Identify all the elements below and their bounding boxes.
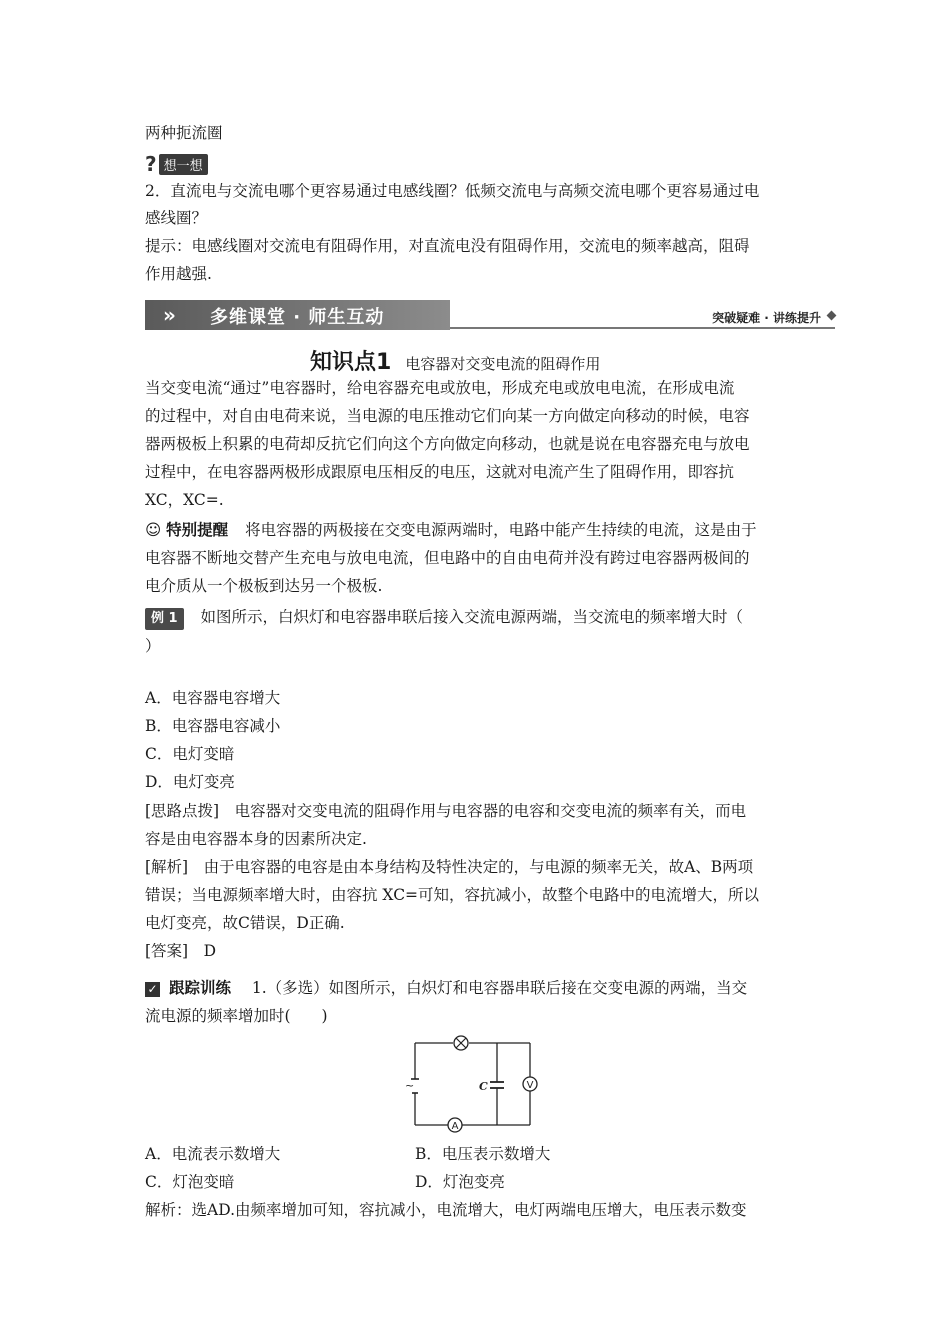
answer-line: [答案] D	[145, 942, 217, 960]
option-a: A．电容器电容增大	[145, 689, 281, 707]
banner-title: 多维课堂 · 师生互动	[210, 307, 385, 328]
analysis-line: 错误；当电源频率增大时，由容抗 XC=可知，容抗减小，故整个电路中的电流增大，所以	[145, 886, 760, 904]
training-label: 跟踪训练	[168, 979, 231, 997]
knowledge-point-number: 知识点1	[310, 350, 392, 375]
question-icon: ?	[145, 152, 157, 176]
circuit-diagram	[405, 1035, 545, 1135]
question-line: 感线圈？	[145, 209, 208, 227]
double-chevron-icon: »	[163, 303, 176, 327]
train-option-c: C．灯泡变暗	[145, 1173, 235, 1191]
example-line: ）	[145, 637, 161, 655]
smiley-icon: ☺	[145, 521, 162, 539]
train-option-d: D．灯泡变亮	[415, 1173, 505, 1191]
text-line: 两种扼流圈	[145, 124, 223, 142]
tip-text: 将电容器的两极接在交变电源两端时，电路中能产生持续的电流，这是由于	[245, 521, 757, 539]
approach-line: [思路点拨] 电容器对交变电流的阻碍作用与电容器的电容和交变电流的频率有关，而电	[145, 802, 747, 820]
tip-label: 特别提醒	[166, 521, 229, 539]
tip-line	[145, 519, 757, 541]
ammeter-label: A	[451, 1121, 459, 1132]
train-analysis-line: 解析：选AD.由频率增加可知，容抗减小，电流增大，电灯两端电压增大，电压表示数变	[145, 1201, 747, 1219]
think-label: 想一想	[159, 154, 208, 175]
ac-source-label: ~	[405, 1079, 415, 1092]
training-text: 1.（多选）如图所示，白炽灯和电容器串联后接在交变电源的两端，当交	[251, 979, 748, 997]
paragraph-line: XC，XC=.	[145, 491, 224, 509]
analysis-line: 电灯变亮，故C错误，D正确.	[145, 914, 345, 932]
example-text: 如图所示，白炽灯和电容器串联后接入交流电源两端，当交流电的频率增大时（	[200, 608, 744, 626]
capacitor-label: C	[479, 1080, 488, 1093]
tip-line: 电介质从一个极板到达另一个极板.	[145, 577, 383, 595]
voltmeter-label: V	[526, 1080, 534, 1091]
banner-divider	[450, 327, 835, 329]
option-c: C．电灯变暗	[145, 745, 235, 763]
section-banner	[145, 300, 835, 330]
think-badge	[145, 152, 208, 176]
banner-subtitle: 突破疑难 · 讲练提升	[712, 311, 821, 325]
hint-line: 提示：电感线圈对交流电有阻碍作用，对直流电没有阻碍作用，交流电的频率越高，阻碍	[145, 237, 750, 255]
paragraph-line: 当交变电流“通过”电容器时，给电容器充电或放电，形成充电或放电电流，在形成电流	[145, 379, 735, 397]
analysis-line: [解析] 由于电容器的电容是由本身结构及特性决定的，与电源的频率无关，故A、B两项	[145, 858, 754, 876]
train-option-a: A．电流表示数增大	[145, 1145, 281, 1163]
option-b: B．电容器电容减小	[145, 717, 281, 735]
knowledge-point-title: 电容器对交变电流的阻碍作用	[405, 355, 601, 373]
banner-dark-block	[145, 300, 450, 330]
train-option-b: B．电压表示数增大	[415, 1145, 551, 1163]
question-line: 2．直流电与交流电哪个更容易通过电感线圈？低频交流电与高频交流电哪个更容易通过电	[145, 182, 760, 200]
paragraph-line: 的过程中，对自由电荷来说，当电源的电压推动它们向某一方向做定向移动的时候，电容	[145, 407, 750, 425]
voltmeter-icon	[523, 1077, 537, 1091]
training-line: 流电源的频率增加时( )	[145, 1007, 328, 1025]
knowledge-point-heading	[310, 345, 600, 376]
example-tag: 例 1	[145, 608, 184, 630]
paragraph-line: 器两极板上积累的电荷却反抗它们向这个方向做定向移动，也就是说在电容器充电与放电	[145, 435, 750, 453]
option-d: D．电灯变亮	[145, 773, 235, 791]
checkmark-icon: ✓	[145, 982, 160, 997]
tip-line: 电容器不断地交替产生充电与放电电流，但电路中的自由电荷并没有跨过电容器两极间的	[145, 549, 750, 567]
training-line	[145, 977, 747, 999]
diamond-icon	[827, 311, 837, 321]
approach-line: 容是由电容器本身的因素所决定.	[145, 830, 367, 848]
lamp-icon	[454, 1036, 468, 1050]
ammeter-icon	[448, 1118, 462, 1132]
example-line	[145, 606, 743, 630]
paragraph-line: 过程中，在电容器两极形成跟原电压相反的电压，这就对电流产生了阻碍作用，即容抗	[145, 463, 735, 481]
hint-line: 作用越强.	[145, 265, 212, 283]
